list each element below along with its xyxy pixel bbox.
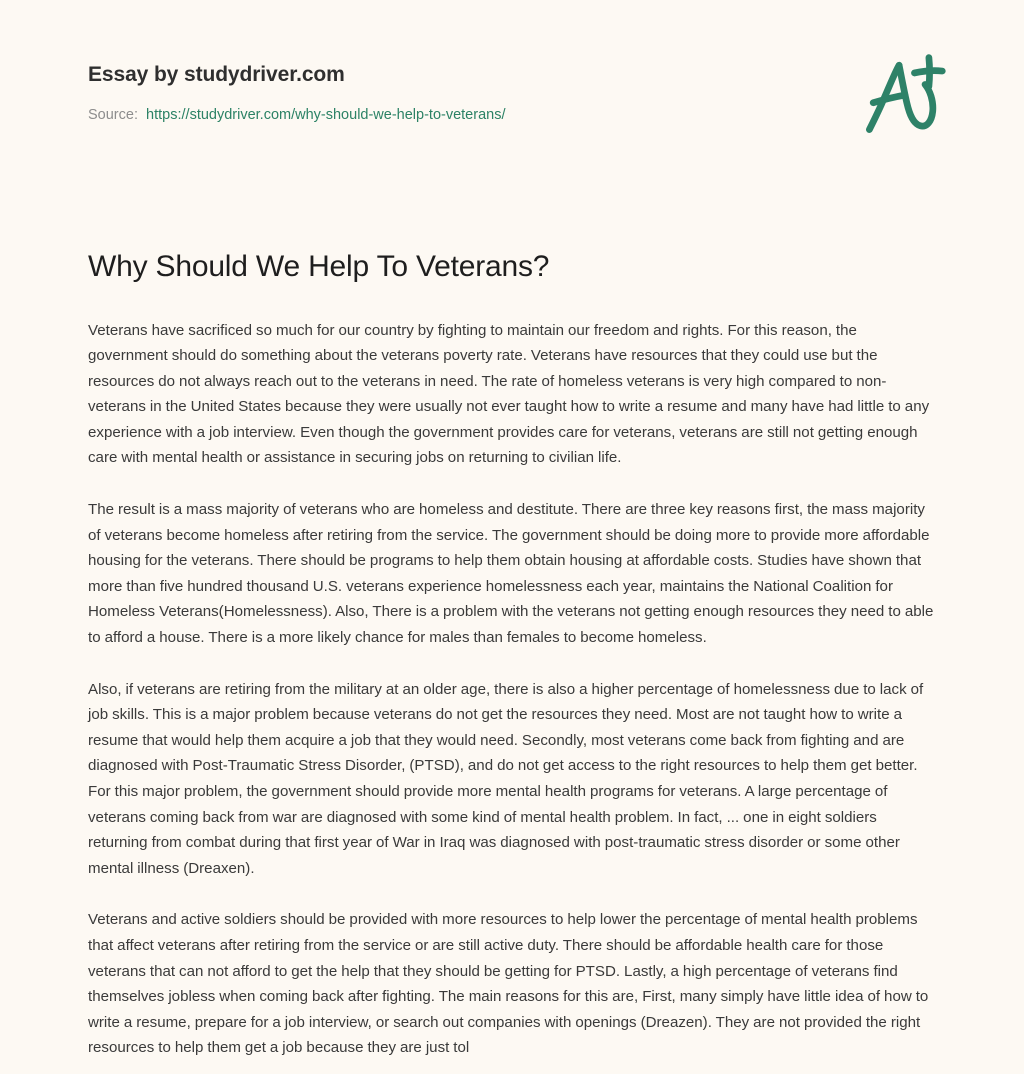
essay-attribution: Essay by studydriver.com bbox=[88, 63, 345, 86]
article-paragraph: Also, if veterans are retiring from the military at an older age, there is also a higher percentage of homelessness due to lack of job skills. This is a major problem because veterans do not get the resources they need. Most are not taught how to write a resume that would help them acquire a job that they would need. Secondly, most veterans come back from fighting and are diagnosed with Post-Traumatic Stress Disorder, (PTSD), and do not get access to the right resources to help them get better. For this major problem, the government should provide more mental health programs for veterans. A large percentage of veterans coming back from war are diagnosed with some kind of mental health problem. In fact, ... one in eight soldiers returning from combat during that first year of War in Iraq was diagnosed with post-traumatic stress disorder or some other mental illness (Dreaxen). bbox=[88, 680, 924, 877]
article-paragraph: The result is a mass majority of veterans who are homeless and destitute. There are three key reasons first, the mass majority of veterans become homeless after retiring from the service. The government should be doing more to provide more affordable housing for the veterans. There should be programs to help them obtain housing at affordable costs. Studies have shown that more than five hundred thousand U.S. veterans experience homelessness each year, maintains the National Coalition for Homeless Veterans(Homelessness). Also, There is a problem with the veterans not getting enough resources they need to able to afford a house. There is a more likely chance for males than females to become homeless. bbox=[88, 501, 934, 647]
header-text-block bbox=[88, 62, 505, 125]
article bbox=[88, 248, 936, 1061]
article-paragraph: Veterans have sacrificed so much for our country by fighting to maintain our freedom and rights. For this reason, the government should do something about the veterans poverty rate. Veterans have resources that they could use but the resources do not always reach out to the veterans in need. The rate of homeless veterans is very high compared to non-veterans in the United States because they were usually not ever taught how to write a resume and many have had little to any experience with a job interview. Even though the government provides care for veterans, veterans are still not getting enough care with mental health or assistance in securing jobs on returning to civilian life. bbox=[88, 321, 930, 467]
source-url-link[interactable]: https://studydriver.com/why-should-we-help-to-veterans/ bbox=[146, 107, 506, 124]
article-body bbox=[88, 318, 936, 1061]
source-line bbox=[88, 106, 505, 125]
a-plus-handwritten-logo-icon bbox=[854, 48, 950, 144]
article-paragraph: Veterans and active soldiers should be provided with more resources to help lower the percentage of mental health problems that affect veterans after retiring from the service or are still active duty. There should be affordable health care for those veterans that can not afford to get the help that they should be getting for PTSD. Lastly, a high percentage of veterans find themselves jobless when coming back after fighting. The main reasons for this are, First, many simply have little idea of how to write a resume, prepare for a job interview, or search out companies with openings (Dreazen). They are not provided the right resources to help them get a job because they are just tol bbox=[88, 911, 929, 1057]
page-title: Why Should We Help To Veterans? bbox=[88, 250, 550, 283]
document-header bbox=[0, 0, 1024, 210]
source-label: Source: bbox=[88, 107, 138, 124]
